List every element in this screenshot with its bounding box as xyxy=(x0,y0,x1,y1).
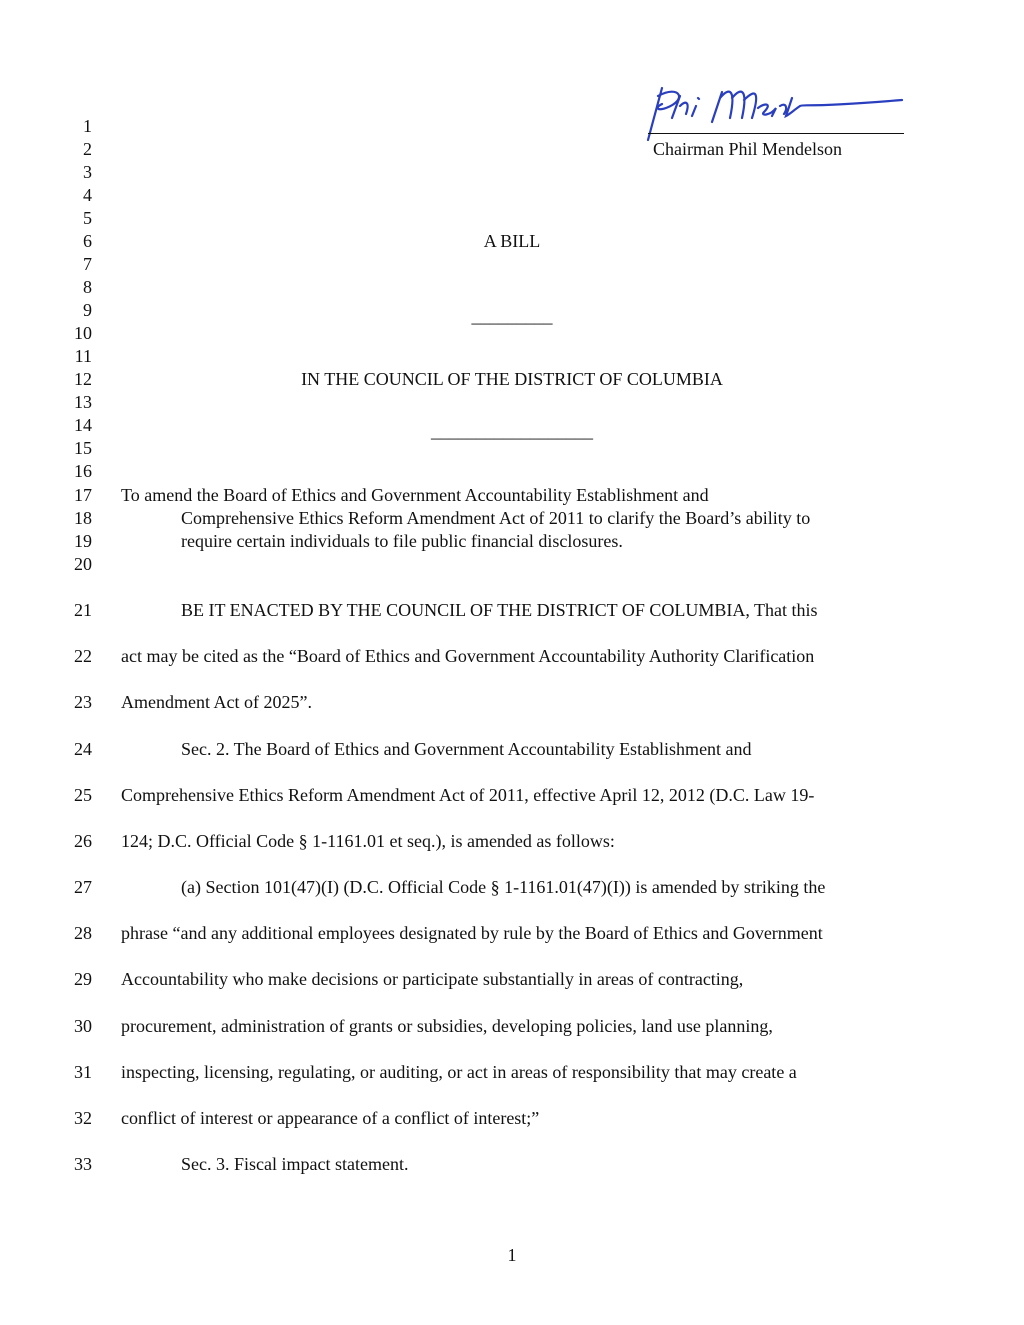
line-number: 16 xyxy=(74,461,92,481)
line-number: 24 xyxy=(74,739,92,759)
section-2-heading: Sec. 2. The Board of Ethics and Government Accountability Establishment and xyxy=(181,739,752,759)
body-line: Amendment Act of 2025”. xyxy=(121,692,312,712)
line-number: 6 xyxy=(83,231,92,251)
body-line: conflict of interest or appearance of a conflict of interest;” xyxy=(121,1108,540,1128)
line-number: 29 xyxy=(74,969,92,989)
line-number: 5 xyxy=(83,208,92,228)
section-3-heading: Sec. 3. Fiscal impact statement. xyxy=(181,1154,409,1174)
body-line: procurement, administration of grants or subsidies, developing policies, land use planning, xyxy=(121,1016,773,1036)
line-number: 21 xyxy=(74,600,92,620)
line-number: 13 xyxy=(74,392,92,412)
body-line: inspecting, licensing, regulating, or auditing, or act in areas of responsibility that may create a xyxy=(121,1062,797,1082)
line-number: 4 xyxy=(83,185,92,205)
line-number: 22 xyxy=(74,646,92,666)
date-blank: __________________ xyxy=(431,421,593,441)
signature-image xyxy=(640,78,910,148)
body-line: 124; D.C. Official Code § 1-1161.01 et seq.), is amended as follows: xyxy=(121,831,615,851)
line-number: 10 xyxy=(74,323,92,343)
page-number: 1 xyxy=(507,1245,517,1265)
line-number: 2 xyxy=(83,139,92,159)
body-line: Comprehensive Ethics Reform Amendment Act of 2011, effective April 12, 2012 (D.C. Law 19- xyxy=(121,785,815,805)
line-number: 31 xyxy=(74,1062,92,1082)
line-number: 15 xyxy=(74,438,92,458)
bill-title: A BILL xyxy=(483,231,541,251)
line-number: 20 xyxy=(74,554,92,574)
signature-line xyxy=(648,133,904,134)
enacting-clause: BE IT ENACTED BY THE COUNCIL OF THE DISTRICT OF COLUMBIA, That this xyxy=(181,600,818,620)
line-number: 7 xyxy=(83,254,92,274)
purpose-line: require certain individuals to file public financial disclosures. xyxy=(181,531,623,551)
signatory-name: Chairman Phil Mendelson xyxy=(653,139,842,159)
line-number: 1 xyxy=(83,116,92,136)
purpose-line: Comprehensive Ethics Reform Amendment Act of 2011 to clarify the Board’s ability to xyxy=(181,508,811,528)
purpose-line: To amend the Board of Ethics and Government Accountability Establishment and xyxy=(121,485,709,505)
line-number: 12 xyxy=(74,369,92,389)
line-number: 27 xyxy=(74,877,92,897)
body-line: act may be cited as the “Board of Ethics and Government Accountability Authority Clarification xyxy=(121,646,815,666)
line-number: 19 xyxy=(74,531,92,551)
subsection-a: (a) Section 101(47)(I) (D.C. Official Code § 1-1161.01(47)(I)) is amended by striking the xyxy=(181,877,826,897)
line-number: 11 xyxy=(74,346,92,366)
line-number: 3 xyxy=(83,162,92,182)
line-number: 18 xyxy=(74,508,92,528)
line-number: 33 xyxy=(74,1154,92,1174)
line-number: 26 xyxy=(74,831,92,851)
line-number: 23 xyxy=(74,692,92,712)
line-number: 14 xyxy=(74,415,92,435)
line-number: 25 xyxy=(74,785,92,805)
body-line: Accountability who make decisions or participate substantially in areas of contracting, xyxy=(121,969,744,989)
line-number: 30 xyxy=(74,1016,92,1036)
line-number: 8 xyxy=(83,277,92,297)
body-line: phrase “and any additional employees designated by rule by the Board of Ethics and Government xyxy=(121,923,823,943)
council-heading: IN THE COUNCIL OF THE DISTRICT OF COLUMBIA xyxy=(301,369,723,389)
line-number: 17 xyxy=(74,485,92,505)
line-number: 32 xyxy=(74,1108,92,1128)
line-number: 28 xyxy=(74,923,92,943)
bill-number-blank: _________ xyxy=(471,306,553,326)
line-number: 9 xyxy=(83,300,92,320)
